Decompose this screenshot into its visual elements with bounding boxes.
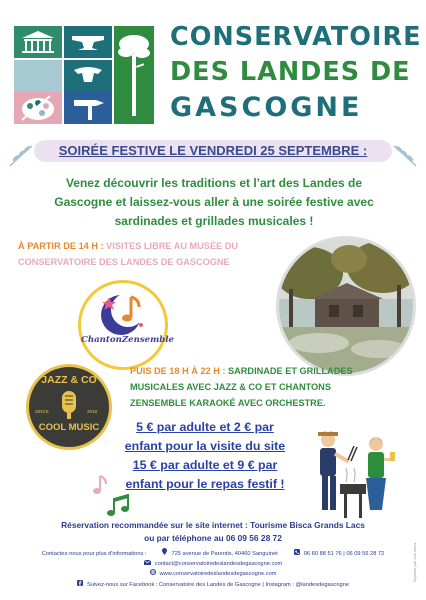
sprig-left-icon <box>6 140 36 170</box>
visits-time-label: À PARTIR DE 14 H : <box>18 241 104 251</box>
intro-text <box>36 174 392 231</box>
chanton-zensemble-logo <box>78 280 174 370</box>
evening-text-3: ZENSEMBLE KARAOKÉ AVEC ORCHESTRE. <box>130 398 326 408</box>
music-moon-icon <box>81 283 174 367</box>
contact-address: 725 avenue de Parentis, 40460 Sanguinet <box>171 550 278 557</box>
phone-icon <box>294 549 300 559</box>
jazz-logo-since: SINCE <box>35 409 49 414</box>
conservatoire-logo <box>14 26 154 124</box>
logo-tile-blank <box>14 60 62 92</box>
brand-line-2: DES LANDES DE <box>170 57 411 87</box>
contact-website[interactable]: www.conservatoiredeslandesdegascogne.com <box>159 571 277 577</box>
chanton-logo-text: ChantonZensemble <box>81 335 174 345</box>
reservation-line-2: ou par téléphone au 06 09 56 28 72 <box>144 533 282 543</box>
evening-text-1: SARDINADE ET GRILLADES <box>225 366 353 376</box>
location-pin-icon <box>162 548 167 559</box>
contact-row-4 <box>14 580 412 590</box>
visits-text-2: CONSERVATOIRE DES LANDES DE GASCOGNE <box>18 257 230 267</box>
reservation-section <box>40 519 386 545</box>
contact-row-2 <box>14 559 412 569</box>
anvil-icon <box>64 26 112 58</box>
price-line-1: 5 € par adulte et 2 € par <box>136 420 274 434</box>
brand-line-3: GASCOGNE <box>170 92 363 123</box>
intro-line-1: Venez découvrir les traditions et l’art des Landes de <box>65 176 363 190</box>
people-grilling-illustration <box>300 424 404 524</box>
palette-icon <box>14 92 62 124</box>
price-line-3: 15 € par adulte et 9 € par <box>132 458 278 472</box>
visits-text-1: VISITES LIBRE AU MUSÉE DU <box>103 241 239 251</box>
brand-line-1: CONSERVATOIRE <box>170 22 422 52</box>
price-line-4: enfant pour le repas festif ! <box>125 477 285 491</box>
music-notes-icon <box>90 468 150 520</box>
print-credit-text: Imprimé par nos soins <box>412 542 417 582</box>
reservation-line-1: Réservation recommandée sur le site internet : Tourisme Bisca Grands Lacs <box>61 520 365 530</box>
price-line-2: enfant pour la visite du site <box>124 439 286 453</box>
sprig-right-icon <box>390 140 420 170</box>
brand-title <box>170 20 420 125</box>
print-credit <box>410 520 418 600</box>
jazz-logo-bottom: COOL MUSIC <box>38 422 100 433</box>
contact-phones: 06 60 88 51 76 | 06 09 56 28 72 <box>303 550 385 557</box>
facebook-icon <box>77 580 83 590</box>
pine-tree-icon <box>114 26 154 124</box>
site-photo <box>276 236 416 376</box>
hammer-icon <box>64 92 112 124</box>
contact-section <box>14 548 412 590</box>
contact-label: Contactez-nous pour plus d'informations : <box>41 550 147 557</box>
intro-line-3: sardinades et grillades musicales ! <box>114 214 314 228</box>
contact-row-3 <box>14 569 412 579</box>
evening-time-label: PUIS DE 18 H À 22 H : <box>130 366 226 376</box>
cattle-icon <box>64 60 112 92</box>
mail-icon <box>144 559 151 569</box>
event-banner-text: SOIRÉE FESTIVE LE VENDREDI 25 SEPTEMBRE : <box>58 143 368 158</box>
building-icon <box>14 26 62 58</box>
contact-social[interactable]: Suivez-nous sur Facebook : Conservatoire des Landes de Gascogne | Instagram : @landesdegascogne <box>86 582 350 588</box>
globe-icon <box>150 569 156 579</box>
jazz-logo-top: JAZZ & CO <box>41 374 97 386</box>
evening-text-2: MUSICALES AVEC JAZZ & CO ET CHANTONS <box>130 382 331 392</box>
contact-row-1 <box>14 548 412 559</box>
intro-line-2: Gascogne et laissez-vous aller à une soirée festive avec <box>54 195 374 209</box>
evening-section <box>130 363 408 411</box>
visits-section <box>18 238 276 270</box>
contact-email[interactable]: contact@conservatoiredeslandesdegascogne.com <box>154 561 283 567</box>
jazz-logo-year: 2018 <box>87 409 98 414</box>
